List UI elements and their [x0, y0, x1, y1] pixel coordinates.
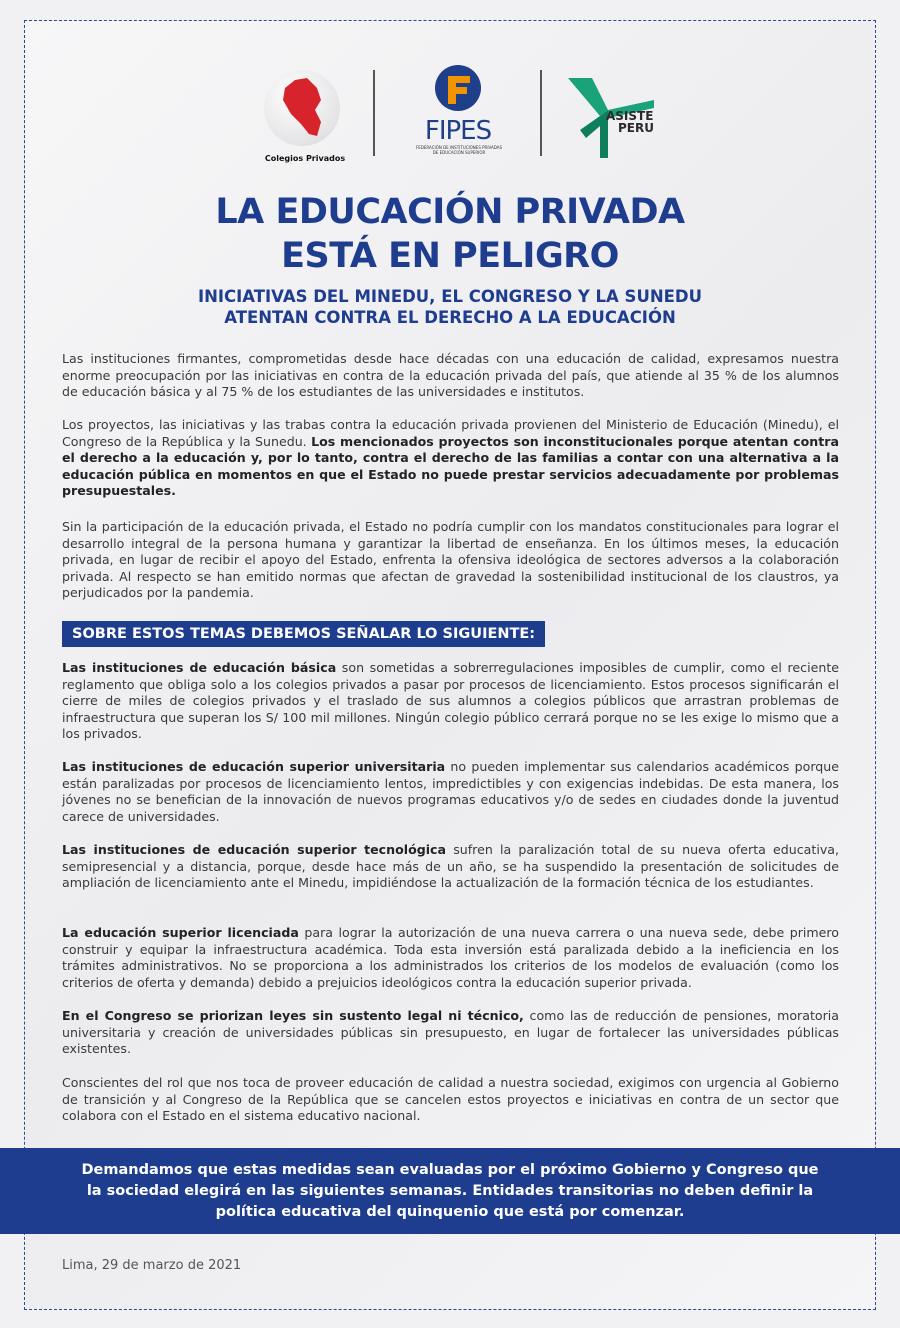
fipes-emblem-icon: [410, 64, 506, 116]
point-licensed-higher-ed: [62, 925, 839, 991]
banner-line3: política educativa del quinquenio que está por comenzar.: [215, 1204, 685, 1220]
page-subtitle: [0, 286, 900, 328]
point-technological: [62, 842, 839, 892]
page-title: [0, 190, 900, 278]
point-lead: En el Congreso se priorizan leyes sin sustento legal ni técnico,: [62, 1008, 524, 1023]
divider: [540, 70, 542, 156]
point-text: no pueden implementar sus calendarios académicos porque están paralizadas por procesos de licenciamiento lentos, impredictibles y con exigencias indebidas. De esta manera, los jóvenes no se benefician de la innovación de nuevos programas educativos y/o de sedes en ciudades donde la juventud carece de universidades.: [62, 759, 840, 824]
section-heading: SOBRE ESTOS TEMAS DEBEMOS SEÑALAR LO SIGUIENTE:: [62, 621, 545, 647]
fipes-wordmark: FIPES: [424, 116, 492, 146]
date-line: Lima, 29 de marzo de 2021: [62, 1258, 242, 1273]
point-lead: Las instituciones de educación básica: [62, 660, 337, 675]
closing-paragraph: Conscientes del rol que nos toca de proveer educación de calidad a nuestra sociedad, exigimos con urgencia al Gobierno de transición y al Congreso de la República que se cancelen estos proyectos e iniciativas en contra de un sector que colabora con el Estado en el sistema educativo nacional.: [62, 1075, 839, 1123]
intro-paragraph-2: [62, 417, 839, 500]
banner-line1: Demandamos que estas medidas sean evaluadas por el próximo Gobierno y Congreso que: [81, 1162, 819, 1178]
point-basic-education: [62, 660, 839, 743]
banner-line2: la sociedad elegirá en las siguientes semanas. Entidades transitorias no deben definir la: [86, 1183, 814, 1199]
logo-row: [0, 62, 900, 172]
point-university: [62, 759, 839, 825]
intro-paragraph-1: Las instituciones firmantes, comprometidas desde hace décadas con una educación de calidad, expresamos nuestra enorme preocupación por las iniciativas en contra de la educación privada del país, que atiende al 35 % de los alumnos de educación básica y al 75 % de los estudiantes de las universidades e institutos.: [62, 351, 839, 399]
fipes-subtitle: FEDERACIÓN DE INSTITUCIONES PRIVADAS DE EDUCACIÓN SUPERIOR: [416, 145, 503, 155]
asiste-line2: PERU: [618, 121, 654, 135]
colegios-privados-logo: [255, 70, 355, 168]
point-congress: [62, 1008, 839, 1058]
subtitle-line2: ATENTAN CONTRA EL DERECHO A LA EDUCACIÓN: [224, 308, 676, 327]
demand-banner-text: [60, 1160, 840, 1223]
colegios-privados-label: Colegios Privados: [264, 154, 346, 163]
divider: [373, 70, 375, 156]
title-line1: LA EDUCACIÓN PRIVADA: [215, 192, 685, 232]
point-lead: La educación superior licenciada: [62, 925, 299, 940]
subtitle-line1: INICIATIVAS DEL MINEDU, EL CONGRESO Y LA SUNEDU: [197, 287, 703, 306]
asiste-wordmark: [606, 110, 654, 134]
point-text: sufren la paralización total de su nueva oferta educativa, semipresencial y a distancia, porque, desde hace más de un año, se ha suspendido la presentación de solicitudes de ampliación de licenciamiento ante el Minedu, impidiéndose la actualización de la formación técnica de los estudiantes.: [62, 842, 839, 890]
asiste-line1: ASISTE: [606, 109, 654, 123]
point-text: son sometidas a sobrerregulaciones imposibles de cumplir, como el reciente reglamento que obliga solo a los colegios privados a pasar por procesos de licenciamiento. Estos procesos significarán el cierre de miles de colegios privados y el traslado de sus alumnos a colegios públicos que arrastran problemas de infraestructura que superan los S/ 100 mil millones. Ningún colegio público cerrará porque no se les exige lo mismo que a los privados.: [62, 660, 839, 741]
point-text: como las de reducción de pensiones, moratoria universitaria y creación de universidades públicas sin presupuesto, en lugar de fortalecer las universidades públicas existentes.: [62, 1008, 839, 1056]
point-text: para lograr la autorización de una nueva carrera o una nueva sede, debe primero construir y equipar la infraestructura académica. Toda esta inversión está paralizada debido a la ineficiencia en los trámites administrativos. No se proporciona a los administrados los criterios de los modelos de evaluación (como los criterios de oferta y demanda) debido a prejuicios ideológicos contra la educación superior privada.: [62, 925, 839, 990]
title-line2: ESTÁ EN PELIGRO: [281, 236, 619, 276]
intro-p2-bold: Los mencionados proyectos son inconstitucionales porque atentan contra el derecho a la educación y, por lo tanto, contra el derecho de las familias a contar con una alternativa a la educación pública en momentos en que el Estado no puede prestar servicios adecuadamente por problemas presupuestales.: [62, 433, 839, 498]
fipes-logo: [410, 64, 506, 164]
intro-p2-text: Los proyectos, las iniciativas y las trabas contra la educación privada provienen del Ministerio de Educación (Minedu), el Congreso de la República y la Sunedu.: [62, 417, 839, 449]
peru-map-icon: [255, 70, 355, 150]
point-lead: Las instituciones de educación superior universitaria: [62, 759, 446, 774]
point-lead: Las instituciones de educación superior tecnológica: [62, 842, 447, 857]
asiste-peru-logo: [562, 70, 662, 160]
intro-paragraph-3: Sin la participación de la educación privada, el Estado no podría cumplir con los mandatos constitucionales para lograr el desarrollo integral de la persona humana y garantizar la libertad de enseñanza. En los últimos meses, la educación privada, en lugar de recibir el apoyo del Estado, enfrenta la ofensiva ideológica de sectores adversos a la colaboración privada. Al respecto se han emitido normas que afectan de gravedad la sostenibilidad institucional de los claustros, ya perjudicados por la pandemia.: [62, 519, 839, 600]
